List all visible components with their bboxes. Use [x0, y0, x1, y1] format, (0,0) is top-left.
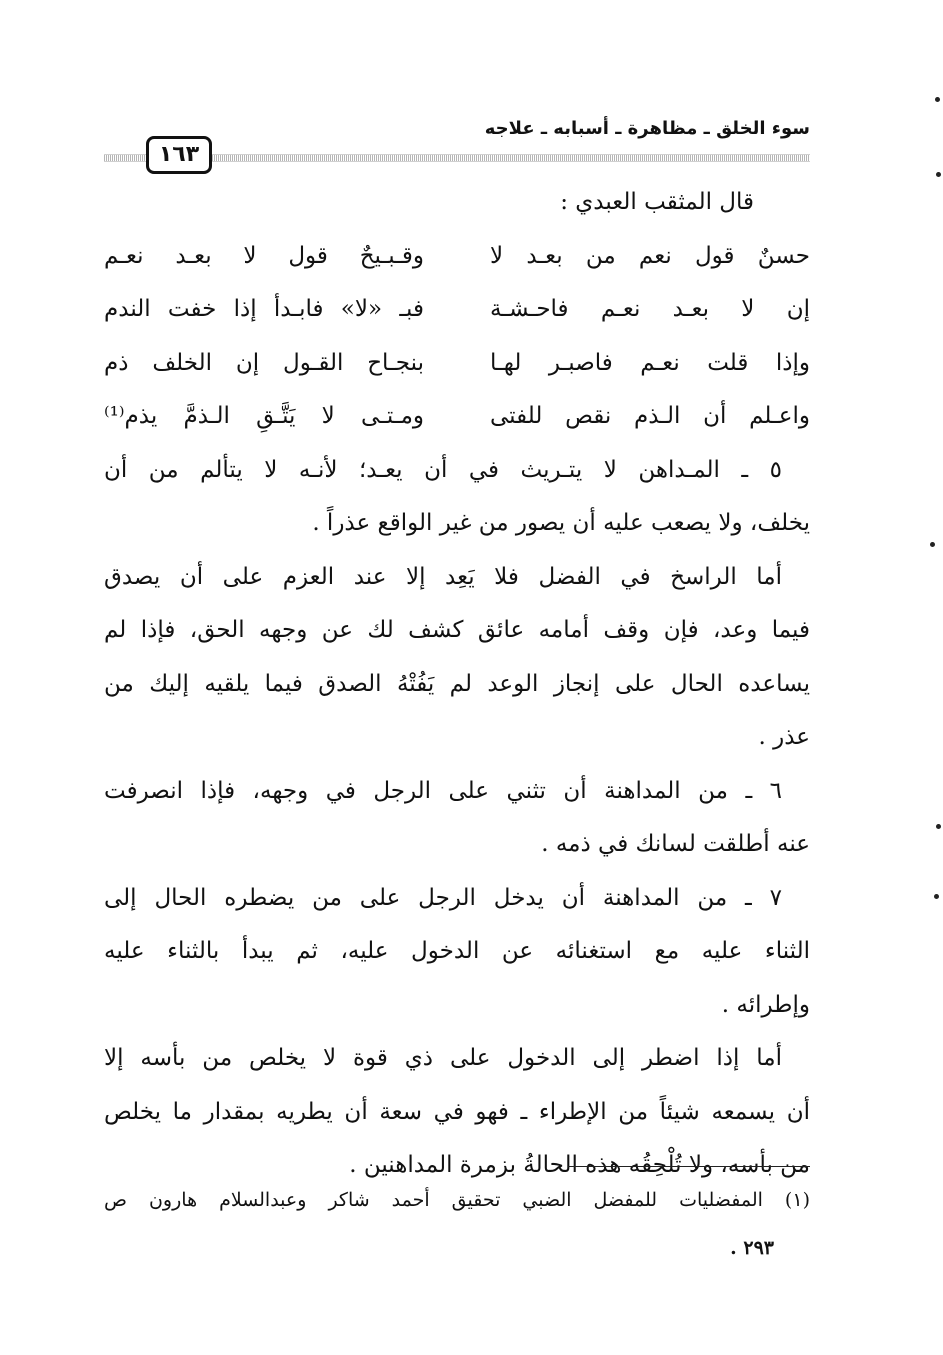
verse-right-hemistich: إن لا بعـد نعـم فاحـشـة	[490, 296, 810, 322]
paragraph-line: ٦ ـ من المداهنة أن تثني على الرجل في وجهه، فإذا انصرفت	[104, 777, 782, 804]
page-header	[104, 118, 810, 178]
margin-speck	[936, 824, 941, 829]
paragraph-line: يخلف، ولا يصعب عليه أن يصور من غير الواقع عذراً .	[312, 510, 810, 536]
verse-line	[104, 337, 810, 391]
margin-speck	[930, 542, 935, 547]
paragraph-line: أما إذا اضطر إلى الدخول على ذي قوة لا يخلص من بأسه إلا	[104, 1045, 782, 1071]
paragraph-line: وإطرائه .	[721, 991, 810, 1018]
paragraph-line: الثناء عليه مع استغنائه عن الدخول عليه، ثم يبدأ بالثناء عليه	[104, 938, 810, 964]
paragraph-line: عنه أطلقت لسانك في ذمه .	[541, 831, 810, 857]
verse-line	[104, 230, 810, 284]
paragraph-line: أن يسمعه شيئاً من الإطراء ـ فهو في سعة أن يطريه بمقدار ما يخلص	[104, 1098, 810, 1125]
verse-left-hemistich: فبـ «لا» فابـدأ إذا خفت الندم	[104, 296, 424, 322]
paragraph-line: أما الراسخ في الفضل فلا يَعِد إلا عند العزم على أن يصدق	[104, 563, 782, 590]
verse-left-hemistich: ومـتـى لا يَتَّـقِ الـذمَّ يذم⁽¹⁾	[104, 403, 424, 429]
page-body	[104, 176, 810, 1193]
verse-left-hemistich: بنجـاح القـول إن الخلف ذم	[104, 349, 424, 376]
verse-left-hemistich: وقـبـيحٌ قول لا بعـد نعـم	[104, 242, 424, 269]
paragraph-line: يساعده الحال على إنجاز الوعد لم يَفُتْهُ الصدق فيما يلقيه إليك من	[104, 670, 810, 697]
paragraph-line: فيما وعد، فإن وقف أمامه عائق كشف لك عن وجهه الحق، فإذا لم	[104, 617, 810, 643]
footnote-line: (١) المفضليات للمفضل الضبي تحقيق أحمد شاكر وعبدالسلام هارون ص	[104, 1189, 810, 1211]
footnote-line: ٢٩٣ .	[730, 1237, 774, 1259]
margin-speck	[935, 97, 940, 102]
verse-right-hemistich: وإذا قلت نعـم فاصبـر لهـا	[490, 349, 810, 376]
margin-speck	[934, 894, 939, 899]
poem-intro: قال المثقب العبدي :	[560, 189, 754, 215]
footnotes	[104, 1176, 810, 1272]
verse-line	[104, 283, 810, 337]
page-number: ١٦٣	[146, 136, 212, 174]
verse-right-hemistich: واعـلم أن الـذم نقص للفتى	[490, 403, 810, 429]
margin-speck	[936, 172, 941, 177]
paragraph-line: عذر .	[758, 724, 810, 750]
footnote-rule	[568, 1166, 810, 1167]
paragraph-line: ٥ ـ المـداهن لا يتـريث في أن يعـد؛ لأنـه لا يتألم من أن	[104, 456, 782, 483]
paragraph-line: من بأسه، ولا تُلْحِقُه هذه الحالةُ بزمرة المداهنين .	[349, 1152, 810, 1178]
verse-right-hemistich: حسنٌ قول نعم من بعـد لا	[490, 242, 810, 269]
running-title: سوء الخلق ـ مظاهرة ـ أسبابه ـ علاجه	[484, 118, 810, 139]
paragraph-line: ٧ ـ من المداهنة أن يدخل الرجل على من يضطره الحال إلى	[104, 884, 782, 911]
verse-line	[104, 390, 810, 444]
